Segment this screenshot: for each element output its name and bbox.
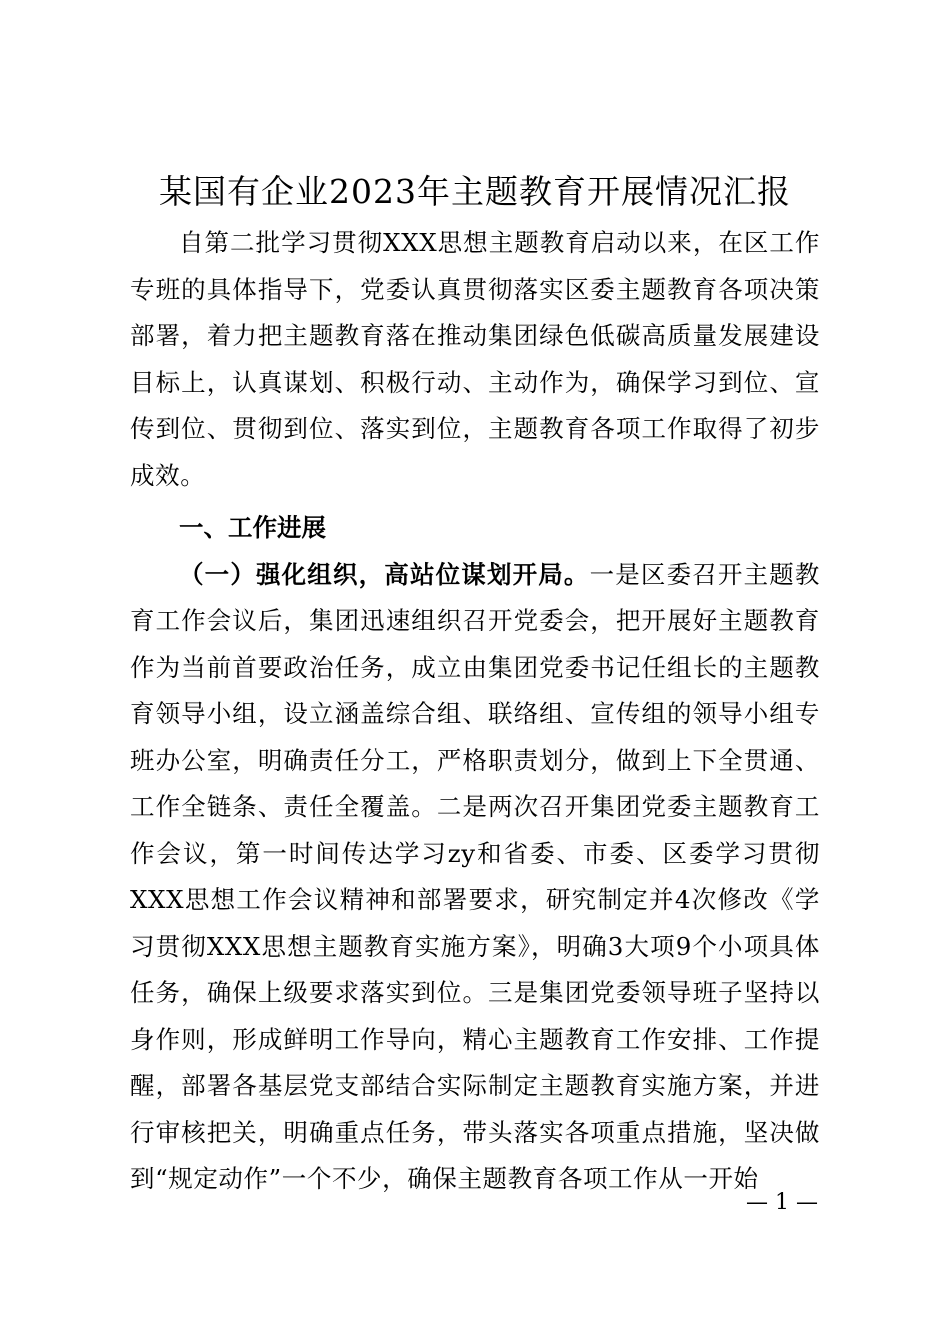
page-number: — 1 — [746, 1190, 818, 1215]
subsection-paragraph [130, 552, 820, 1203]
subsection-lead: （一）强化组织，高站位谋划开局。 [179, 559, 590, 589]
document-body [130, 220, 820, 1203]
subsection-body: 一是区委召开主题教育工作会议后，集团迅速组织召开党委会，把开展好主题教育作为当前首要政治任务，成立由集团党委书记任组长的主题教育领导小组，设立涵盖综合组、联络组、宣传组的领导小组专班办公室，明确责任分工，严格职责划分，做到上下全贯通、工作全链条、责任全覆盖。二是两次召开集团党委主题教育工作会议，第一时间传达学习zy和省委、市委、区委学习贯彻XXX思想工作会议精神和部署要求，研究制定并4次修改《学习贯彻XXX思想主题教育实施方案》，明确3大项9个小项具体任务，确保上级要求落实到位。三是集团党委领导班子坚持以身作则，形成鲜明工作导向，精心主题教育工作安排、工作提醒，部署各基层党支部结合实际制定主题教育实施方案，并进行审核把关，明确重点任务，带头落实各项重点措施，坚决做到“规定动作”一个不少，确保主题教育各项工作从一开始 [130, 559, 820, 1193]
section-heading-work-progress: 一、工作进展 [179, 513, 326, 542]
document-title: 某国有企业2023年主题教育开展情况汇报 [159, 172, 791, 211]
intro-paragraph: 自第二批学习贯彻XXX思想主题教育启动以来，在区工作专班的具体指导下，党委认真贯彻落实区委主题教育各项决策部署，着力把主题教育落在推动集团绿色低碳高质量发展建设目标上，认真谋划、积极行动、主动作为，确保学习到位、宣传到位、贯彻到位、落实到位，主题教育各项工作取得了初步成效。 [130, 228, 820, 490]
